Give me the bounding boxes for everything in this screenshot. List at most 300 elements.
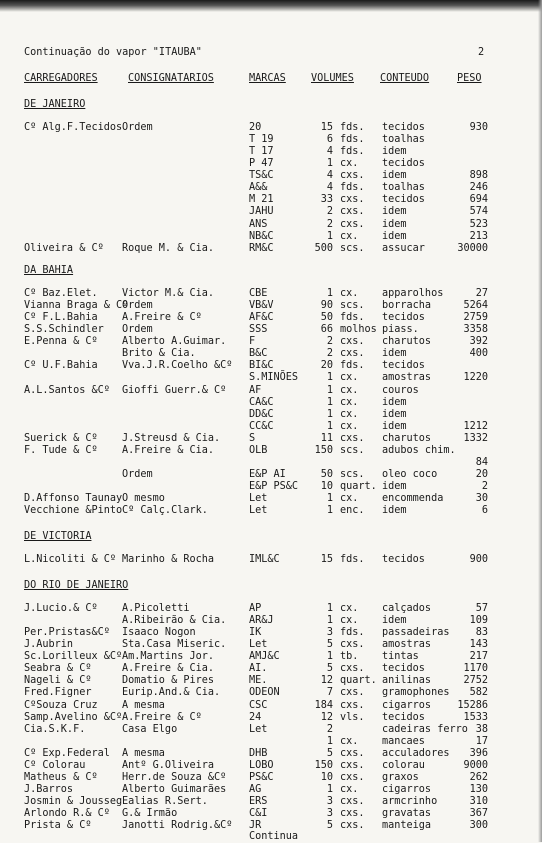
- cell-content: cigarros: [382, 699, 432, 711]
- manifest-row: [0, 288, 542, 300]
- cell-volumes: 12: [320, 675, 333, 687]
- manifest-row: [0, 796, 542, 808]
- cell-weight: 27: [475, 288, 488, 299]
- cell-unit: cx.: [340, 408, 359, 420]
- cell-weight: 523: [469, 218, 488, 230]
- cell-mark: AI.: [249, 663, 268, 675]
- cell-shipper: Josmin & Jousseg: [24, 796, 123, 807]
- cell-weight: 3358: [463, 324, 488, 336]
- cell-volumes: 1: [326, 493, 333, 504]
- cell-shipper: Cia.S.K.F.: [24, 723, 86, 735]
- page-title: Continuação do vapor "ITAUBA": [24, 47, 202, 58]
- cell-content: tecidos: [382, 360, 425, 372]
- cell-consignee: Ealias R.Sert.: [122, 796, 208, 807]
- cell-mark: CA&C: [249, 396, 274, 408]
- cell-consignee: Eurip.And.& Cia.: [122, 687, 221, 699]
- cell-shipper: Fred.Figner: [24, 687, 92, 699]
- cell-weight: 217: [469, 651, 488, 663]
- cell-volumes: 1: [326, 783, 333, 795]
- cell-weight: 300: [469, 820, 488, 832]
- cell-unit: cxs.: [340, 336, 365, 348]
- cell-consignee: Herr.de Souza &Cº: [122, 771, 227, 783]
- manifest-row: [0, 243, 542, 255]
- cell-shipper: Cº U.F.Bahia: [24, 360, 98, 372]
- manifest-row: [0, 146, 542, 158]
- cell-weight: 310: [469, 796, 488, 807]
- cell-consignee: Alberto A.Guimar.: [122, 336, 227, 348]
- cell-unit: cx.: [340, 603, 359, 614]
- cell-weight: 213: [469, 230, 488, 242]
- manifest-row: [0, 675, 542, 687]
- cell-unit: cx.: [340, 615, 359, 627]
- section-title: DE VICTORIA: [24, 531, 92, 542]
- cell-weight: 84: [475, 456, 488, 468]
- cell-shipper: Cº Baz.Elet.: [24, 288, 98, 299]
- cell-shipper: Oliveira & Cº: [24, 242, 104, 254]
- manifest-row: [0, 748, 542, 760]
- manifest-row: [0, 158, 542, 170]
- cell-volumes: 500: [314, 242, 333, 254]
- cell-consignee: A.Picoletti: [122, 603, 190, 614]
- section-title: DA BAHIA: [24, 265, 74, 276]
- cell-content: colorau: [382, 759, 425, 771]
- page-number: 2: [478, 47, 485, 58]
- cell-volumes: 15: [320, 554, 333, 565]
- cell-mark: AR&J: [249, 615, 274, 627]
- cell-volumes: 1: [326, 384, 333, 396]
- cell-mark: F: [249, 336, 256, 348]
- cell-unit: tb.: [340, 651, 359, 663]
- cell-shipper: Vecchione &Pinto: [24, 505, 123, 517]
- manifest-row: [0, 493, 542, 505]
- manifest-row: [0, 421, 542, 433]
- cell-content: mancaes: [382, 735, 425, 747]
- cell-shipper: Prista & Cº: [24, 820, 92, 832]
- cell-volumes: 6: [326, 134, 333, 146]
- manifest-row: [0, 300, 542, 312]
- manifest-row: [0, 469, 542, 481]
- cell-shipper: J.Barros: [24, 783, 74, 795]
- cell-consignee: A.Freire & Cº: [122, 312, 202, 324]
- cell-content: encommenda: [382, 493, 444, 504]
- cell-consignee: Marinho & Rocha: [122, 554, 215, 565]
- cell-unit: scs.: [340, 242, 365, 254]
- cell-mark: ANS: [249, 218, 268, 230]
- cell-unit: cx.: [340, 288, 359, 299]
- cell-unit: cxs.: [340, 348, 365, 360]
- cell-consignee: Ordem: [122, 122, 153, 133]
- cell-unit: fds.: [340, 627, 365, 639]
- cell-weight: 246: [469, 182, 488, 194]
- manifest-row: [0, 336, 542, 348]
- cell-weight: 143: [469, 639, 488, 651]
- cell-volumes: 2: [326, 348, 333, 360]
- manifest-row: [0, 651, 542, 663]
- cell-mark: AP: [249, 603, 262, 614]
- cell-content: tecidos: [382, 158, 425, 170]
- cell-content: borracha: [382, 300, 432, 312]
- cell-unit: fds.: [340, 554, 365, 565]
- cell-content: gramophones: [382, 687, 450, 699]
- cell-weight: 5264: [463, 300, 488, 312]
- cell-volumes: 1: [326, 230, 333, 242]
- manifest-row: [0, 231, 542, 243]
- cell-weight: 15286: [457, 699, 488, 711]
- manifest-row: [0, 615, 542, 627]
- cell-unit: cxs.: [340, 796, 365, 807]
- cell-weight: 262: [469, 771, 488, 783]
- cell-weight: 130: [469, 783, 488, 795]
- cell-consignee: Ordem: [122, 324, 153, 336]
- cell-content: cadeiras ferro: [382, 723, 468, 735]
- cell-volumes: 1: [326, 505, 333, 517]
- section-title: DO RIO DE JANEIRO: [24, 580, 129, 591]
- section-heading: [0, 531, 542, 543]
- cell-volumes: 150: [314, 444, 333, 456]
- cell-volumes: 2: [326, 336, 333, 348]
- cell-weight: 38: [475, 723, 488, 735]
- cell-volumes: 4: [326, 182, 333, 194]
- manifest-row: [0, 712, 542, 724]
- cell-weight: 1212: [463, 420, 488, 432]
- cell-mark: BI&C: [249, 360, 274, 372]
- cell-mark: AF&C: [249, 312, 274, 324]
- section-heading: [0, 265, 542, 277]
- manifest-row: [0, 324, 542, 336]
- cell-unit: cxs.: [340, 808, 365, 819]
- cell-volumes: 3: [326, 808, 333, 819]
- cell-unit: cxs.: [340, 194, 365, 206]
- cell-consignee: Antº G.Oliveira: [122, 759, 215, 771]
- cell-content: acculadores: [382, 747, 450, 759]
- cell-mark: VB&V: [249, 300, 274, 312]
- cell-weight: 30: [475, 493, 488, 504]
- header-content: CONTEUDO: [380, 73, 430, 84]
- cell-volumes: 1: [326, 615, 333, 627]
- cell-weight: 57: [475, 603, 488, 614]
- section-title: DE JANEIRO: [24, 99, 86, 110]
- cell-consignee: J.Streusd & Cia.: [122, 432, 221, 444]
- cell-unit: cxs.: [340, 170, 365, 182]
- cell-shipper: Matheus & Cº: [24, 771, 98, 783]
- cell-weight: 1220: [463, 372, 488, 384]
- cell-consignee: Domatio & Pires: [122, 675, 215, 687]
- cell-unit: scs.: [340, 444, 365, 456]
- cell-volumes: 12: [320, 711, 333, 723]
- cell-volumes: 150: [314, 759, 333, 771]
- cell-unit: fds.: [340, 312, 365, 324]
- cell-consignee: Roque M. & Cia.: [122, 242, 215, 254]
- cell-weight: 574: [469, 206, 488, 218]
- cell-unit: fds.: [340, 182, 365, 194]
- cell-unit: cx.: [340, 372, 359, 384]
- cell-content: adubos chim.: [382, 444, 456, 456]
- manifest-row: [0, 808, 542, 820]
- cell-unit: cxs.: [340, 759, 365, 771]
- manifest-row: [0, 481, 542, 493]
- cell-mark: ERS: [249, 796, 268, 807]
- cell-unit: cxs.: [340, 747, 365, 759]
- cell-volumes: 3: [326, 796, 333, 807]
- cell-weight: 694: [469, 194, 488, 206]
- cell-unit: cxs.: [340, 218, 365, 230]
- cell-volumes: 1: [326, 288, 333, 299]
- cell-volumes: 11: [320, 432, 333, 444]
- cell-volumes: 5: [326, 747, 333, 759]
- manifest-row: [0, 385, 542, 397]
- cell-mark: AMJ&C: [249, 651, 280, 663]
- cell-content: idem: [382, 170, 407, 182]
- cell-unit: cx.: [340, 384, 359, 396]
- cell-content: calçados: [382, 603, 432, 614]
- manifest-row: [0, 433, 542, 445]
- continua-label: Continua: [249, 831, 299, 843]
- cell-consignee: Casa Elgo: [122, 723, 178, 735]
- cell-content: idem: [382, 505, 407, 517]
- cell-mark: 20: [249, 122, 262, 133]
- cell-volumes: 3: [326, 627, 333, 639]
- cell-content: piass.: [382, 324, 419, 336]
- cell-consignee: O mesmo: [122, 493, 165, 504]
- cell-unit: cx.: [340, 735, 359, 747]
- cell-mark: NB&C: [249, 230, 274, 242]
- cell-weight: 2752: [463, 675, 488, 687]
- cell-content: tecidos: [382, 663, 425, 675]
- manifest-row: [0, 206, 542, 218]
- cell-unit: vls.: [340, 711, 365, 723]
- cell-volumes: 7: [326, 687, 333, 699]
- manifest-row: [0, 663, 542, 675]
- cell-content: assucar: [382, 242, 425, 254]
- cell-mark: JAHU: [249, 206, 274, 218]
- cell-shipper: Cº Colorau: [24, 759, 86, 771]
- cell-content: tecidos: [382, 312, 425, 324]
- cell-content: idem: [382, 218, 407, 230]
- cell-consignee: A mesma: [122, 699, 165, 711]
- cell-mark: B&C: [249, 348, 268, 360]
- cell-content: manteiga: [382, 820, 432, 832]
- cell-shipper: Seabra & Cº: [24, 663, 92, 675]
- cell-consignee: A.Freire & Cia.: [122, 444, 215, 456]
- cell-unit: cx.: [340, 230, 359, 242]
- cell-weight: 582: [469, 687, 488, 699]
- cell-volumes: 5: [326, 663, 333, 675]
- cell-weight: 2759: [463, 312, 488, 324]
- manifest-row: [0, 687, 542, 699]
- cell-shipper: L.Nicoliti & Cº: [24, 554, 117, 565]
- cell-weight: 400: [469, 348, 488, 360]
- cell-unit: quart.: [340, 481, 377, 492]
- cell-unit: cxs.: [340, 663, 365, 675]
- cell-consignee: Sta.Casa Miseric.: [122, 639, 227, 651]
- cell-content: oleo coco: [382, 468, 438, 480]
- cell-unit: cxs.: [340, 771, 365, 783]
- cell-volumes: 50: [320, 312, 333, 324]
- cell-shipper: J.Lucio.& Cº: [24, 603, 98, 614]
- cell-content: anilinas: [382, 675, 432, 687]
- cell-content: toalhas: [382, 182, 425, 194]
- cell-volumes: 66: [320, 324, 333, 336]
- cell-volumes: 5: [326, 639, 333, 651]
- cell-weight: 9000: [463, 759, 488, 771]
- cell-mark: E&P AI: [249, 468, 286, 480]
- cell-unit: cxs.: [340, 699, 365, 711]
- cell-content: idem: [382, 615, 407, 627]
- cell-consignee: Gioffi Guerr.& Cº: [122, 384, 227, 396]
- cell-content: idem: [382, 481, 407, 492]
- manifest-row: [0, 360, 542, 372]
- manifest-row: [0, 736, 542, 748]
- cell-content: toalhas: [382, 134, 425, 146]
- cell-consignee: Cº Calç.Clark.: [122, 505, 208, 517]
- cell-weight: 1533: [463, 711, 488, 723]
- cell-mark: E&P PS&C: [249, 481, 299, 492]
- header-marks: MARCAS: [249, 73, 286, 84]
- cell-volumes: 4: [326, 146, 333, 158]
- cell-shipper: Cº Exp.Federal: [24, 747, 110, 759]
- header-weight: PESO: [457, 73, 482, 84]
- header-consignee: CONSIGNATARIOS: [128, 73, 214, 84]
- section-heading: [0, 580, 542, 592]
- cell-volumes: 1: [326, 735, 333, 747]
- cell-mark: C&I: [249, 808, 268, 819]
- manifest-row: [0, 312, 542, 324]
- cell-weight: 17: [475, 735, 488, 747]
- cell-volumes: 10: [320, 481, 333, 492]
- cell-shipper: Arlondo R.& Cº: [24, 808, 110, 819]
- manifest-row: [0, 700, 542, 712]
- cell-unit: cx.: [340, 420, 359, 432]
- cell-content: idem: [382, 420, 407, 432]
- cell-content: armcrinho: [382, 796, 438, 807]
- cell-weight: 392: [469, 336, 488, 348]
- cell-weight: 898: [469, 170, 488, 182]
- cell-unit: enc.: [340, 505, 365, 517]
- cell-volumes: 1: [326, 420, 333, 432]
- cell-weight: 396: [469, 747, 488, 759]
- cell-consignee: Alberto Guimarães: [122, 783, 227, 795]
- cell-consignee: A.Freire & Cº: [122, 711, 202, 723]
- cell-mark: IK: [249, 627, 262, 639]
- manifest-row: [0, 554, 542, 566]
- cell-content: tecidos: [382, 194, 425, 206]
- cell-shipper: Cº Alg.F.Tecidos: [24, 122, 123, 133]
- cell-mark: DD&C: [249, 408, 274, 420]
- cell-mark: TS&C: [249, 170, 274, 182]
- cell-volumes: 184: [314, 699, 333, 711]
- cell-mark: Let: [249, 723, 268, 735]
- manifest-row: [0, 409, 542, 421]
- cell-mark: PS&C: [249, 771, 274, 783]
- cell-mark: AG: [249, 783, 262, 795]
- cell-volumes: 20: [320, 360, 333, 372]
- cell-content: idem: [382, 230, 407, 242]
- cell-unit: cx.: [340, 158, 359, 170]
- cell-consignee: Isaaco Nogon: [122, 627, 196, 639]
- cell-mark: ODEON: [249, 687, 280, 699]
- cell-consignee: Vva.J.R.Coelho &Cº: [122, 360, 233, 372]
- cell-weight: 367: [469, 808, 488, 819]
- cell-shipper: S.S.Schindler: [24, 324, 104, 336]
- continuation-line: [0, 831, 542, 843]
- cell-weight: 6: [481, 505, 488, 517]
- cell-content: amostras: [382, 639, 432, 651]
- cell-consignee: A.Ribeirão & Cia.: [122, 615, 227, 627]
- cell-mark: CBE: [249, 288, 268, 299]
- cell-mark: SSS: [249, 324, 268, 336]
- cell-content: couros: [382, 384, 419, 396]
- cell-shipper: CºSouza Cruz: [24, 699, 98, 711]
- cell-consignee: Victor M.& Cia.: [122, 288, 215, 299]
- cell-content: gravatas: [382, 808, 432, 819]
- cell-volumes: 15: [320, 122, 333, 133]
- manifest-row: [0, 182, 542, 194]
- cell-unit: scs.: [340, 300, 365, 312]
- cell-shipper: Sc.Lorilleux &Cº: [24, 651, 123, 663]
- cell-content: cigarros: [382, 783, 432, 795]
- cell-consignee: Ordem: [122, 468, 153, 480]
- cell-unit: cx.: [340, 396, 359, 408]
- cell-mark: IML&C: [249, 554, 280, 565]
- cell-weight: 83: [475, 627, 488, 639]
- cell-weight: 1170: [463, 663, 488, 675]
- cell-volumes: 1: [326, 651, 333, 663]
- cell-content: charutos: [382, 336, 432, 348]
- manifest-row: [0, 134, 542, 146]
- cell-shipper: D.Affonso Taunay: [24, 493, 123, 504]
- cell-volumes: 10: [320, 771, 333, 783]
- cell-unit: scs.: [340, 468, 365, 480]
- cell-content: tintas: [382, 651, 419, 663]
- cell-mark: Let: [249, 639, 268, 651]
- cell-unit: fds.: [340, 360, 365, 372]
- manifest-row: [0, 603, 542, 615]
- cell-unit: cx.: [340, 493, 359, 504]
- cell-weight: 109: [469, 615, 488, 627]
- cell-mark: RM&C: [249, 242, 274, 254]
- cell-mark: LOBO: [249, 759, 274, 771]
- cell-unit: quart.: [340, 675, 377, 687]
- cell-content: idem: [382, 396, 407, 408]
- manifest-row: [0, 397, 542, 409]
- manifest-row: [0, 724, 542, 736]
- cell-mark: OLB: [249, 444, 268, 456]
- cell-volumes: 2: [326, 206, 333, 218]
- cell-mark: S.MINÕES: [249, 372, 299, 384]
- manifest-row: [0, 194, 542, 206]
- cell-consignee: Am.Martins Jor.: [122, 651, 215, 663]
- manifest-row: [0, 445, 542, 457]
- cell-mark: AF: [249, 384, 262, 396]
- cell-content: charutos: [382, 432, 432, 444]
- title-line: [0, 47, 542, 59]
- cell-unit: cxs.: [340, 639, 365, 651]
- cell-content: tecidos: [382, 122, 425, 133]
- cell-content: apparolhos: [382, 288, 444, 299]
- cell-shipper: Per.Pristas&Cº: [24, 627, 110, 639]
- cell-volumes: 90: [320, 300, 333, 312]
- cell-content: graxos: [382, 771, 419, 783]
- cell-mark: S: [249, 432, 256, 444]
- cell-volumes: 1: [326, 603, 333, 614]
- manifest-row: [0, 457, 542, 469]
- cell-mark: T 19: [249, 134, 274, 146]
- cell-consignee: Ordem: [122, 300, 153, 312]
- cell-volumes: 1: [326, 408, 333, 420]
- cell-mark: P 47: [249, 158, 274, 170]
- cell-mark: T 17: [249, 146, 274, 158]
- column-headers: [0, 73, 542, 85]
